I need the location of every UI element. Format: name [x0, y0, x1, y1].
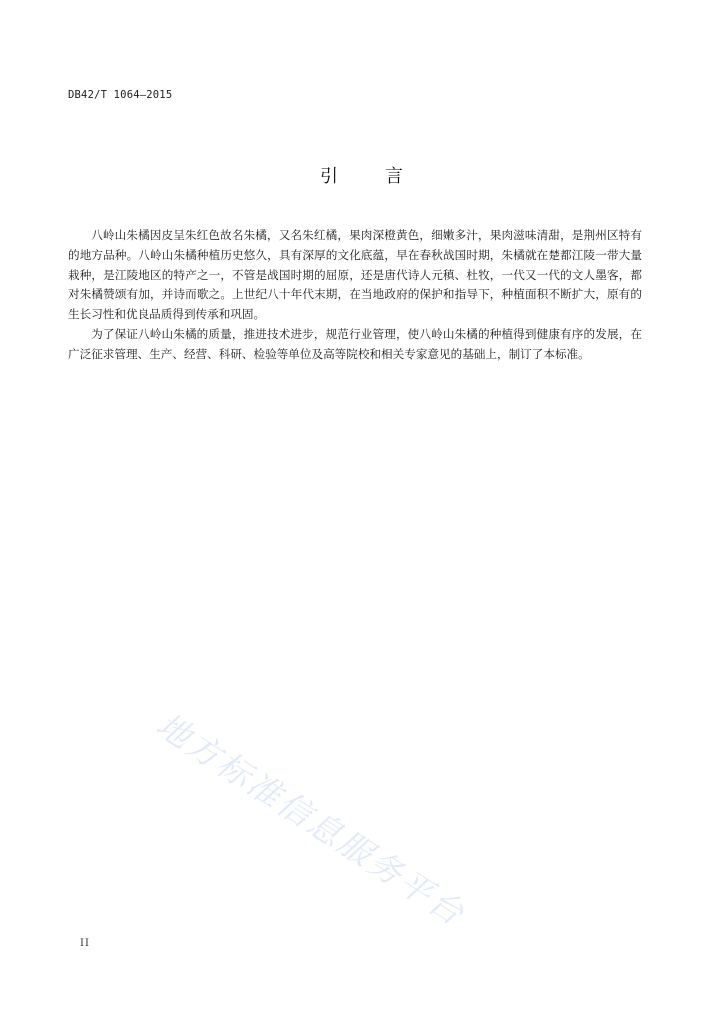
introduction-body [68, 226, 642, 365]
section-title-char-2: 言 [385, 166, 404, 187]
paragraph-2: 为了保证八岭山朱橘的质量，推进技术进步，规范行业管理，使八岭山朱橘的种植得到健康有序的发展，在广泛征求管理、生产、经营、科研、检验等单位及高等院校和相关专家意见的基础上，制订了本标准。 [68, 326, 642, 361]
section-title-char-1: 引 [320, 166, 339, 187]
watermark: 地方标准信息服务平台 [149, 705, 473, 934]
section-title [0, 162, 724, 188]
page-number: II [80, 938, 90, 949]
paragraph-1: 八岭山朱橘因皮呈朱红色故名朱橘，又名朱红橘，果肉深橙黄色，细嫩多汁，果肉滋味清甜，是荆州区特有的地方品种。八岭山朱橘种植历史悠久，具有深厚的文化底蕴，早在春秋战国时期，朱橘就在楚都江陵一带大量栽种，是江陵地区的特产之一，不管是战国时期的屈原，还是唐代诗人元稹、杜牧，一代又一代的文人墨客，都对朱橘赞颂有加，并诗而歌之。上世纪八十年代末期，在当地政府的保护和指导下，种植面积不断扩大，原有的生长习性和优良品质得到传承和巩固。 [68, 228, 642, 322]
standard-code: DB42/T 1064—2015 [68, 89, 173, 101]
